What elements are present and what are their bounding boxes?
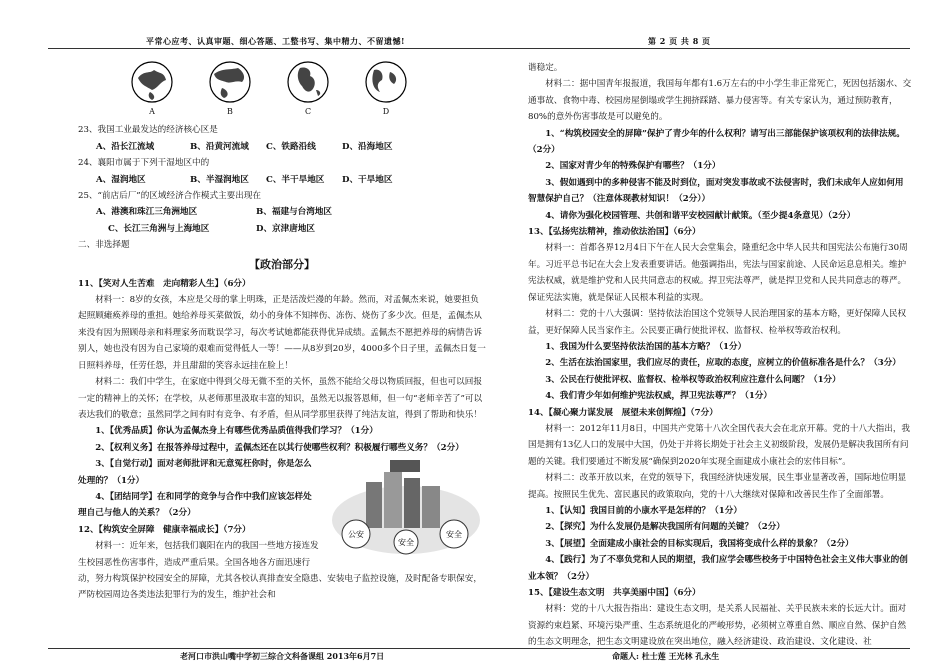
footer-school: 老河口市洪山嘴中学初三综合文科备课组 2013年6月7日	[180, 651, 385, 661]
q25-stem: 25、“前店后厂”的区域经济合作模式主要出现在	[78, 191, 262, 202]
q24-stem: 24、襄阳市属于下列干湿地区中的	[78, 158, 210, 169]
q15-title: 15、【建设生态文明 共享美丽中国】（6分）	[528, 588, 701, 598]
q12-question-4: 4、请你为强化校园管理、共创和谐平安校园献计献策。（至少提4条意见）（2分）	[545, 210, 856, 221]
q25-options-row2	[78, 221, 486, 237]
q23-option-c: C、铁路沿线	[266, 141, 316, 152]
q13-material-2: 材料二：党的十八大强调：坚持依法治国这个党领导人民治理国家的基本方略，更好保障人民权益，更好保障人民当家作主。公民要正确行使批评权、监督权、检举权等政治权利。	[528, 309, 907, 336]
q14-material-2: 材料二：改革开放以来，在党的领导下，我国经济快速发展，民生事业显著改善，国际地位明显提高。按照民生优先、富民惠民的政策取向，党的十八大继续对保障和改善民生作了全面部署。	[528, 473, 907, 500]
q13-question-2: 2、生活在法治国家里，我们应尽的责任，应取的态度，应树立的价值标准各是什么？（3分）	[545, 358, 901, 369]
q14-question-3: 3、【展望】全面建成小康社会的目标实现后，我国将变成什么样的景象？（2分）	[545, 538, 854, 549]
q23-stem: 23、我国工业最发达的经济核心区是	[78, 125, 218, 136]
footer-authors: 命题人: 杜士莲 王光林 孔永生	[612, 651, 720, 661]
q25-option-b: B、福建与台湾地区	[256, 207, 333, 218]
q14-material-1: 材料一：2012年11月8日，中国共产党第十八次全国代表大会在北京开幕。党的十八大指出，我国是拥有13亿人口的发展中大国，仍处于并将长期处于社会主义初级阶段，发展仍是解决我国所有问题的关键。我们要通过不断发展“确保到2020年实现全面建成小康社会的宏伟目标”。	[528, 423, 911, 467]
q11-question-1: 1、【优秀品质】你认为孟佩杰身上有哪些优秀品质值得我们学习？（1分）	[95, 426, 378, 437]
q12-material-1: 材料一：近年来，包括我们襄阳在内的我国一些地方接连发生校园恶性伤害事件，造成严重后果。全国各地各方面迅速行动，努力构筑保护校园安全的屏障，尤其各校认真排查安全隐患、安装电子监控设施，及时配备专职保安，严防校园周边各类违法犯罪行为的发生，维护社会和	[78, 541, 482, 601]
figure-label-safety-1: 安全	[398, 538, 414, 548]
q25-option-c: C、长江三角洲与上海地区	[108, 223, 210, 234]
q24-option-d: D、干旱地区	[342, 174, 393, 185]
globe-b	[208, 60, 252, 120]
q12-question-2: 2、国家对青少年的特殊保护有哪些？（1分）	[545, 161, 721, 172]
globe-a	[130, 60, 174, 120]
left-column	[78, 60, 486, 604]
header-rule	[48, 48, 910, 49]
globe-label: D	[382, 107, 390, 116]
footer-rule	[48, 648, 910, 649]
globe-d	[364, 60, 408, 120]
nonselect-heading: 二、非选择题	[78, 240, 130, 251]
globe-icon	[364, 60, 408, 104]
q23-option-a: A、沿长江流域	[96, 141, 155, 152]
q11-title: 11、【笑对人生苦难 走向精彩人生】（6分）	[78, 278, 251, 289]
q14-title: 14、【凝心聚力谋发展 展望未来创辉煌】（7分）	[528, 407, 718, 418]
globe-label: C	[304, 107, 312, 116]
q14-question-2: 2、【探究】为什么发展仍是解决我国所有问题的关键？（2分）	[545, 522, 785, 533]
q12-material-2: 材料二：据中国青年报报道，我国每年都有1.6万左右的中小学生非正常死亡，死因包括溺水、交通事故、食物中毒、校园房屋倒塌或学生拥挤踩踏、暴力侵害等。有关专家认为，通过预防教育，80%的意外伤害事故是可以避免的。	[528, 79, 912, 123]
campus-safety-illustration	[326, 458, 486, 560]
q12-question-3: 3、假如遇到中的多种侵害不能及时到位，面对突发事故或不法侵害时，我们未成年人应如何用智慧保护自己？（注意体现教材知识！（2分））	[528, 177, 904, 205]
q11-material-1: 材料一：8岁的女孩，本应是父母的掌上明珠，正是活泼烂漫的年龄。然而，对孟佩杰来说，她要担负起照顾瘫痪养母的重担。她给养母买菜做饭，幼小的身体不知摔伤、冻伤、烧伤了多少次。但是，孟佩杰从来没有因为照顾母亲和料理家务而耽误学习，每次考试她都能获得优异成绩。孟佩杰不愿把养母的病情告诉别人，她也没有因为自己家境的艰难而觉得低人一等！——从8岁到20岁，4000多个日子里，孟佩杰日复一日照料养母，任劳任怨，并且甜甜的笑容永远挂在脸上！	[78, 295, 486, 371]
q25-options-row1	[78, 204, 486, 220]
header-page-info: 第 2 页 共 8 页	[648, 36, 711, 46]
globe-figures	[130, 60, 486, 120]
figure-label-police: 公安	[348, 530, 364, 540]
politics-section-title: 【政治部分】	[249, 257, 315, 271]
q11-question-3: 3、【自觉行动】面对老师批评和无意冤枉你时，你是怎么处理的？（1分）	[78, 459, 312, 486]
q23-option-b: B、沿黄河流域	[190, 141, 249, 152]
q24-options	[78, 172, 486, 188]
q24-option-a: A、湿润地区	[96, 174, 146, 185]
q13-question-3: 3、公民在行使批评权、监督权、检举权等政治权利应注意什么问题？（1分）	[545, 374, 841, 385]
figure-label-safety-2: 安全	[446, 530, 462, 540]
globe-label: A	[149, 107, 155, 116]
q11-question-2: 2、【权利义务】在报答养母过程中，孟佩杰还在以其行使哪些权利？积极履行哪些义务？（2分）	[95, 442, 464, 453]
q25-option-d: D、京津唐地区	[256, 223, 316, 234]
q14-question-1: 1、【认知】我国目前的小康水平是怎样的？（1分）	[545, 505, 742, 516]
globe-icon	[208, 60, 252, 104]
q11-question-4: 4、【团结同学】在和同学的竞争与合作中我们应该怎样处理自己与他人的关系？（2分）	[78, 491, 312, 519]
q11-material-2: 材料二：我们中学生，在家庭中得到父母无微不至的关怀，虽然不能给父母以物质回报，但也可以回报一定的精神上的关怀；在学校，从老师那里汲取丰富的知识，虽然无以报答恩师，但一句“老师辛苦了”可以表达我们的敬意；虽然同学之间有时有竞争、有矛盾，但从同学那里获得了纯洁友谊，得到了帮助和快乐！	[78, 377, 483, 420]
q12-material-1-end: 谐稳定。	[528, 63, 563, 73]
q14-question-4: 4、【践行】为了不辜负党和人民的期望，我们应学会哪些校务于中国特色社会主义伟大事业的创业本领？（2分）	[528, 555, 908, 582]
q25-option-a: A、港澳和珠江三角洲地区	[96, 207, 198, 218]
globe-c	[286, 60, 330, 120]
q13-title: 13、【弘扬宪法精神，推动依法治国】（6分）	[528, 227, 701, 238]
right-column	[528, 60, 912, 651]
q23-option-d: D、沿海地区	[342, 141, 393, 152]
q12-question-1: 1、“构筑校园安全的屏障”保护了青少年的什么权利？请写出三部能保护该项权利的法律法规。（2分）	[528, 128, 905, 156]
header-motto: 平常心应考、认真审题、细心答题、工整书写、集中精力、不留遗憾!	[146, 36, 406, 46]
q24-option-c: C、半干旱地区	[266, 174, 325, 185]
q13-material-1: 材料一：首都各界12月4日下午在人民大会堂集会，隆重纪念中华人民共和国宪法公布施行30周年。习近平总书记在大会上发表重要讲话。他强调指出，宪法与国家前途、人民命运息息相关。维护宪法权威，就是维护党和人民共同意志的权威。捍卫宪法尊严，就是捍卫党和人民共同意志的尊严。保证宪法实施，就是保证人民根本利益的实现。	[528, 243, 908, 303]
q15-material: 材料：党的十八大报告指出：建设生态文明，是关系人民福祉、关乎民族未来的长远大计。面对资源约束趋紧、环境污染严重、生态系统退化的严峻形势，必须树立尊重自然、顺应自然、保护自然的生态文明理念，把生态文明建设放在突出地位，融入经济建设、政治建设、文化建设、社	[528, 604, 907, 648]
globe-icon	[286, 60, 330, 104]
q23-options	[78, 139, 486, 155]
globe-icon	[130, 60, 174, 104]
q13-question-1: 1、我国为什么要坚持依法治国的基本方略？（1分）	[545, 341, 747, 352]
q24-option-b: B、半湿润地区	[190, 174, 249, 185]
q12-title: 12、【构筑安全屏障 健康幸福成长】（7分）	[78, 524, 251, 535]
globe-label: B	[227, 107, 233, 116]
q13-question-4: 4、我们青少年如何维护宪法权威，捍卫宪法尊严？（1分）	[545, 391, 772, 402]
